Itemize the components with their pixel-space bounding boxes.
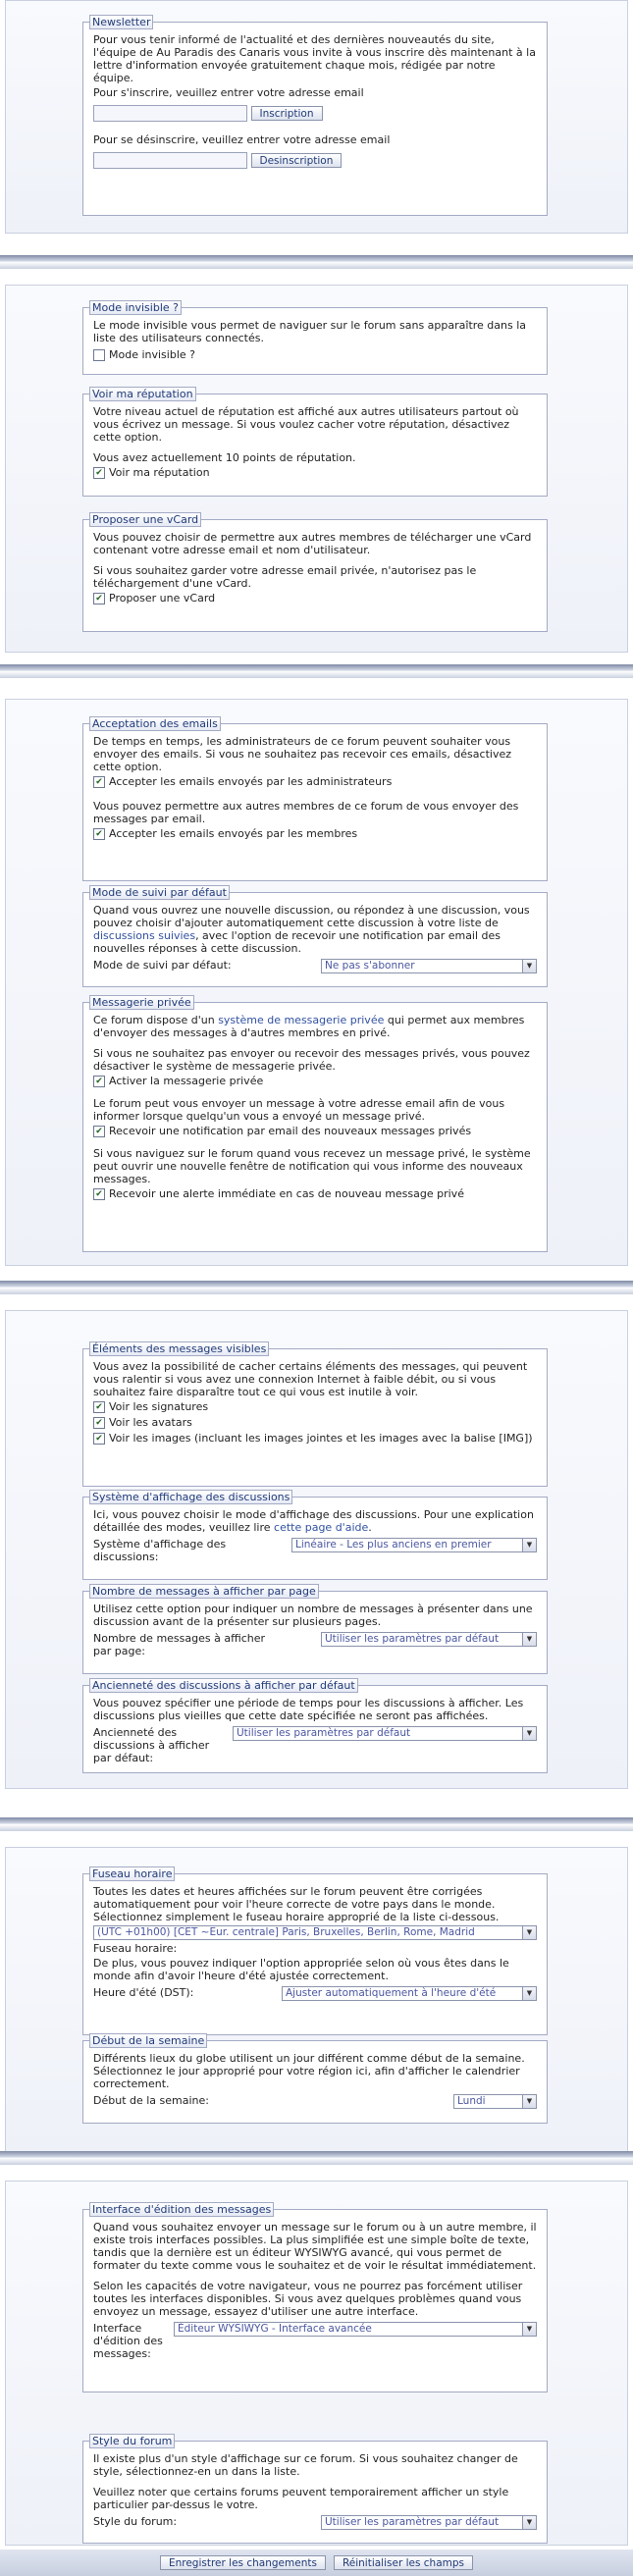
pm-email-label: Recevoir une notification par email des nouveaux messages privés xyxy=(109,1125,472,1137)
fieldset-display xyxy=(82,1490,548,1580)
newsletter-text: Pour vous tenir informé de l'actualité et des dernières nouveautés du site, l'équipe de Au Paradis des Canaris vous invite à vous inscrire dès maintenant à la lettre d'information envoyée gratuitement chaque mois, rédigée par notre équipe. xyxy=(93,33,536,84)
reputation-label: Voir ma réputation xyxy=(109,466,210,479)
visible-text: Vous avez la possibilité de cacher certains éléments des messages, qui peuvent vous ralentir si vous avez une connexion Internet à faible débit, ou si vous souhaitez faire disparaître tout ce qui vous est inutile à voir. xyxy=(93,1360,528,1398)
fieldset-perpage xyxy=(82,1584,548,1674)
vcard-text: Vous pouvez choisir de permettre aux autres membres de télécharger une vCard contenant votre adresse email et nom d'utilisateur. xyxy=(93,531,532,556)
form-footer xyxy=(0,2550,633,2576)
unsubscribe-button[interactable]: Desinscription xyxy=(251,153,343,168)
week-text: Différents lieux du globe utilisent un jour différent comme début de la semaine. Sélectionnez le jour approprié pour votre région ici, afin d'afficher le calendrier correctement. xyxy=(93,2052,525,2090)
pm-system-link[interactable]: système de messagerie privée xyxy=(218,1014,385,1026)
timezone-label: Fuseau horaire: xyxy=(93,1942,178,1955)
legend-timezone: Fuseau horaire xyxy=(89,1866,175,1881)
dst-select[interactable]: Ajuster automatiquement à l'heure d'été ▼ xyxy=(282,1986,537,2001)
fieldset-age xyxy=(82,1678,548,1773)
admin-emails-label: Accepter les emails envoyés par les administrateurs xyxy=(109,775,393,788)
legend-emails: Acceptation des emails xyxy=(89,716,221,731)
help-page-link[interactable]: cette page d'aide xyxy=(274,1521,369,1534)
subscription-select[interactable]: Ne pas s'abonner ▼ xyxy=(321,959,537,973)
timezone-select[interactable]: (UTC +01h00) [CET ~Eur. centrale] Paris, Bruxelles, Berlin, Rome, Madrid ▼ xyxy=(93,1925,537,1940)
fieldset-pm xyxy=(82,995,548,1252)
unsubscribe-prompt: Pour se désinscrire, veuillez entrer votre adresse email xyxy=(93,133,391,146)
legend-subscription: Mode de suivi par défaut xyxy=(89,885,230,900)
legend-editor: Interface d'édition des messages xyxy=(89,2202,274,2217)
chevron-down-icon: ▼ xyxy=(522,1633,536,1646)
subscribe-prompt: Pour s'inscrire, veuillez entrer votre adresse email xyxy=(93,86,364,99)
display-mode-select[interactable]: Linéaire - Les plus anciens en premier ▼ xyxy=(291,1538,537,1552)
reputation-points: Vous avez actuellement 10 points de réputation. xyxy=(93,451,356,464)
style-label: Style du forum: xyxy=(93,2515,178,2528)
week-select[interactable]: Lundi ▼ xyxy=(453,2094,537,2109)
avatars-checkbox[interactable]: ✔ xyxy=(93,1417,105,1429)
age-text: Vous pouvez spécifier une période de temps pour les discussions à afficher. Les discussions plus vieilles que cette date spécifiée ne seront pas affichées. xyxy=(93,1697,524,1722)
dst-label: Heure d'été (DST): xyxy=(93,1986,194,1999)
display-label: Système d'affichage des discussions: xyxy=(93,1538,227,1563)
separator xyxy=(0,1281,633,1294)
reputation-text: Votre niveau actuel de réputation est affiché aux autres utilisateurs partout où vous écrivez un message. Si vous voulez cacher votre réputation, désactivez cette option. xyxy=(93,405,519,444)
chevron-down-icon: ▼ xyxy=(522,1987,536,2000)
timezone-text: Toutes les dates et heures affichées sur le forum peuvent être corrigées automatiquement pour voir l'heure correcte de votre pays dans le monde. Sélectionnez simplement le fuseau horaire approprié de la liste ci-dessous. xyxy=(93,1885,500,1923)
signatures-label: Voir les signatures xyxy=(109,1400,209,1413)
fieldset-vcard xyxy=(82,512,548,632)
fieldset-reputation xyxy=(82,387,548,497)
chevron-down-icon: ▼ xyxy=(522,1539,536,1551)
fieldset-invisible xyxy=(82,300,548,375)
legend-style: Style du forum xyxy=(89,2434,175,2448)
pm-popup-label: Recevoir une alerte immédiate en cas de nouveau message privé xyxy=(109,1187,464,1200)
separator xyxy=(0,1817,633,1831)
images-checkbox[interactable]: ✔ xyxy=(93,1433,105,1445)
fieldset-emails xyxy=(82,716,548,881)
legend-display: Système d'affichage des discussions xyxy=(89,1490,292,1504)
age-select[interactable]: Utiliser les paramètres par défaut ▼ xyxy=(233,1726,537,1741)
subscribed-threads-link[interactable]: discussions suivies xyxy=(93,929,196,942)
separator xyxy=(0,2151,633,2165)
legend-vcard: Proposer une vCard xyxy=(89,512,201,527)
vcard-checkbox[interactable]: ✔ xyxy=(93,593,105,605)
enable-pm-checkbox[interactable]: ✔ xyxy=(93,1076,105,1087)
style-select[interactable]: Utiliser les paramètres par défaut ▼ xyxy=(321,2515,537,2530)
fieldset-style xyxy=(82,2434,548,2544)
legend-newsletter: Newsletter xyxy=(89,15,153,29)
fieldset-visible xyxy=(82,1341,548,1487)
perpage-label: Nombre de messages à afficher par page: xyxy=(93,1632,266,1657)
pm-text3: Le forum peut vous envoyer un message à votre adresse email afin de vous informer lorsque quelqu'un vous a envoyé un message privé. xyxy=(93,1097,505,1123)
emails-text2: Vous pouvez permettre aux autres membres de ce forum de vous envoyer des messages par email. xyxy=(93,800,519,825)
invisible-checkbox[interactable] xyxy=(93,349,105,361)
chevron-down-icon: ▼ xyxy=(522,960,536,973)
vcard-label: Proposer une vCard xyxy=(109,592,216,605)
editor-label: Interface d'édition des messages: xyxy=(93,2322,163,2360)
chevron-down-icon: ▼ xyxy=(522,2323,536,2336)
subscription-text: Quand vous ouvrez une nouvelle discussion, ou répondez à une discussion, vous pouvez choisir d'ajouter automatiquement cette discussion à votre liste de discussions suivies, avec l'option de recevoir une notification par email des nouvelles réponses à cette discussion. xyxy=(93,904,530,955)
fieldset-timezone xyxy=(82,1866,548,2035)
legend-perpage: Nombre de messages à afficher par page xyxy=(89,1584,319,1599)
legend-invisible: Mode invisible ? xyxy=(89,300,182,315)
legend-pm: Messagerie privée xyxy=(89,995,194,1010)
editor-text: Quand vous souhaitez envoyer un message sur le forum ou à un autre membre, il existe trois interfaces possibles. La plus simplifiée est une simple boîte de texte, tandis que la dernière est un éditeur WYSIWYG avancé, qui vous permet de formater du texte comme vous le souhaitez et de voir le résultat immédiatement. xyxy=(93,2221,537,2272)
pm-text4: Si vous naviguez sur le forum quand vous recevez un message privé, le système peut ouvrir une nouvelle fenêtre de notification qui vous informe des nouveaux messages. xyxy=(93,1147,531,1185)
signatures-checkbox[interactable]: ✔ xyxy=(93,1401,105,1413)
reset-button[interactable]: Réinitialiser les champs xyxy=(334,2555,473,2570)
separator xyxy=(0,664,633,678)
fieldset-week xyxy=(82,2033,548,2124)
emails-text: De temps en temps, les administrateurs de ce forum peuvent souhaiter vous envoyer des emails. Si vous ne souhaitez pas recevoir ces emails, désactivez cette option. xyxy=(93,735,511,773)
save-button[interactable]: Enregistrer les changements xyxy=(160,2555,326,2570)
style-text2: Veuillez noter que certains forums peuvent temporairement afficher un style particulier par-dessus le votre. xyxy=(93,2486,509,2511)
separator xyxy=(0,255,633,269)
chevron-down-icon: ▼ xyxy=(522,2516,536,2529)
avatars-label: Voir les avatars xyxy=(109,1416,192,1429)
subscribe-email-input[interactable] xyxy=(93,105,247,122)
chevron-down-icon: ▼ xyxy=(522,1727,536,1740)
fieldset-subscription xyxy=(82,885,548,987)
admin-emails-checkbox[interactable]: ✔ xyxy=(93,776,105,788)
age-label: Ancienneté des discussions à afficher par défaut: xyxy=(93,1726,210,1764)
legend-week: Début de la semaine xyxy=(89,2033,207,2048)
fieldset-editor xyxy=(82,2202,548,2392)
images-label: Voir les images (incluant les images jointes et les images avec la balise [IMG]) xyxy=(109,1432,533,1445)
editor-select[interactable]: Éditeur WYSIWYG - Interface avancée ▼ xyxy=(174,2322,537,2337)
display-text: Ici, vous pouvez choisir le mode d'affichage des discussions. Pour une explication détaillée des modes, veuillez lire cette page d'aide. xyxy=(93,1508,534,1534)
member-emails-checkbox[interactable]: ✔ xyxy=(93,828,105,840)
invisible-text: Le mode invisible vous permet de naviguer sur le forum sans apparaître dans la liste des utilisateurs connectés. xyxy=(93,319,527,344)
subscription-label: Mode de suivi par défaut: xyxy=(93,959,232,972)
unsubscribe-email-input[interactable] xyxy=(93,152,247,169)
chevron-down-icon: ▼ xyxy=(522,1926,536,1939)
legend-visible: Éléments des messages visibles xyxy=(89,1341,269,1356)
perpage-select[interactable]: Utiliser les paramètres par défaut ▼ xyxy=(321,1632,537,1647)
pm-text: Ce forum dispose d'un système de messagerie privée qui permet aux membres d'envoyer des messages à d'autres membres en privé. xyxy=(93,1014,525,1039)
enable-pm-label: Activer la messagerie privée xyxy=(109,1075,264,1087)
fieldset-newsletter xyxy=(82,15,548,216)
subscribe-button[interactable]: Inscription xyxy=(251,106,323,121)
vcard-text2: Si vous souhaitez garder votre adresse email privée, n'autorisez pas le téléchargement d'une vCard. xyxy=(93,564,477,590)
invisible-label: Mode invisible ? xyxy=(109,348,195,361)
legend-age: Ancienneté des discussions à afficher par défaut xyxy=(89,1678,358,1693)
editor-text2: Selon les capacités de votre navigateur, vous ne pourrez pas forcément utiliser toutes les interfaces disponibles. Si vous avez quelques problèmes quand vous envoyez un message, essayez d'utiliser une autre interface. xyxy=(93,2280,523,2318)
pm-email-checkbox[interactable]: ✔ xyxy=(93,1126,105,1137)
pm-popup-checkbox[interactable]: ✔ xyxy=(93,1188,105,1200)
perpage-text: Utilisez cette option pour indiquer un nombre de messages à présenter dans une discussion avant de la présenter sur plusieurs pages. xyxy=(93,1603,533,1628)
legend-reputation: Voir ma réputation xyxy=(89,387,196,401)
reputation-checkbox[interactable]: ✔ xyxy=(93,467,105,479)
week-label: Début de la semaine: xyxy=(93,2094,209,2107)
member-emails-label: Accepter les emails envoyés par les membres xyxy=(109,827,358,840)
pm-text2: Si vous ne souhaitez pas envoyer ou recevoir des messages privés, vous pouvez désactiver le système de messagerie privée. xyxy=(93,1047,530,1073)
style-text: Il existe plus d'un style d'affichage sur ce forum. Si vous souhaitez changer de style, sélectionnez-en un dans la liste. xyxy=(93,2452,518,2478)
chevron-down-icon: ▼ xyxy=(522,2095,536,2108)
timezone-text2: De plus, vous pouvez indiquer l'option appropriée selon où vous êtes dans le monde afin d'avoir l'heure d'été ajustée correctement. xyxy=(93,1957,509,1982)
